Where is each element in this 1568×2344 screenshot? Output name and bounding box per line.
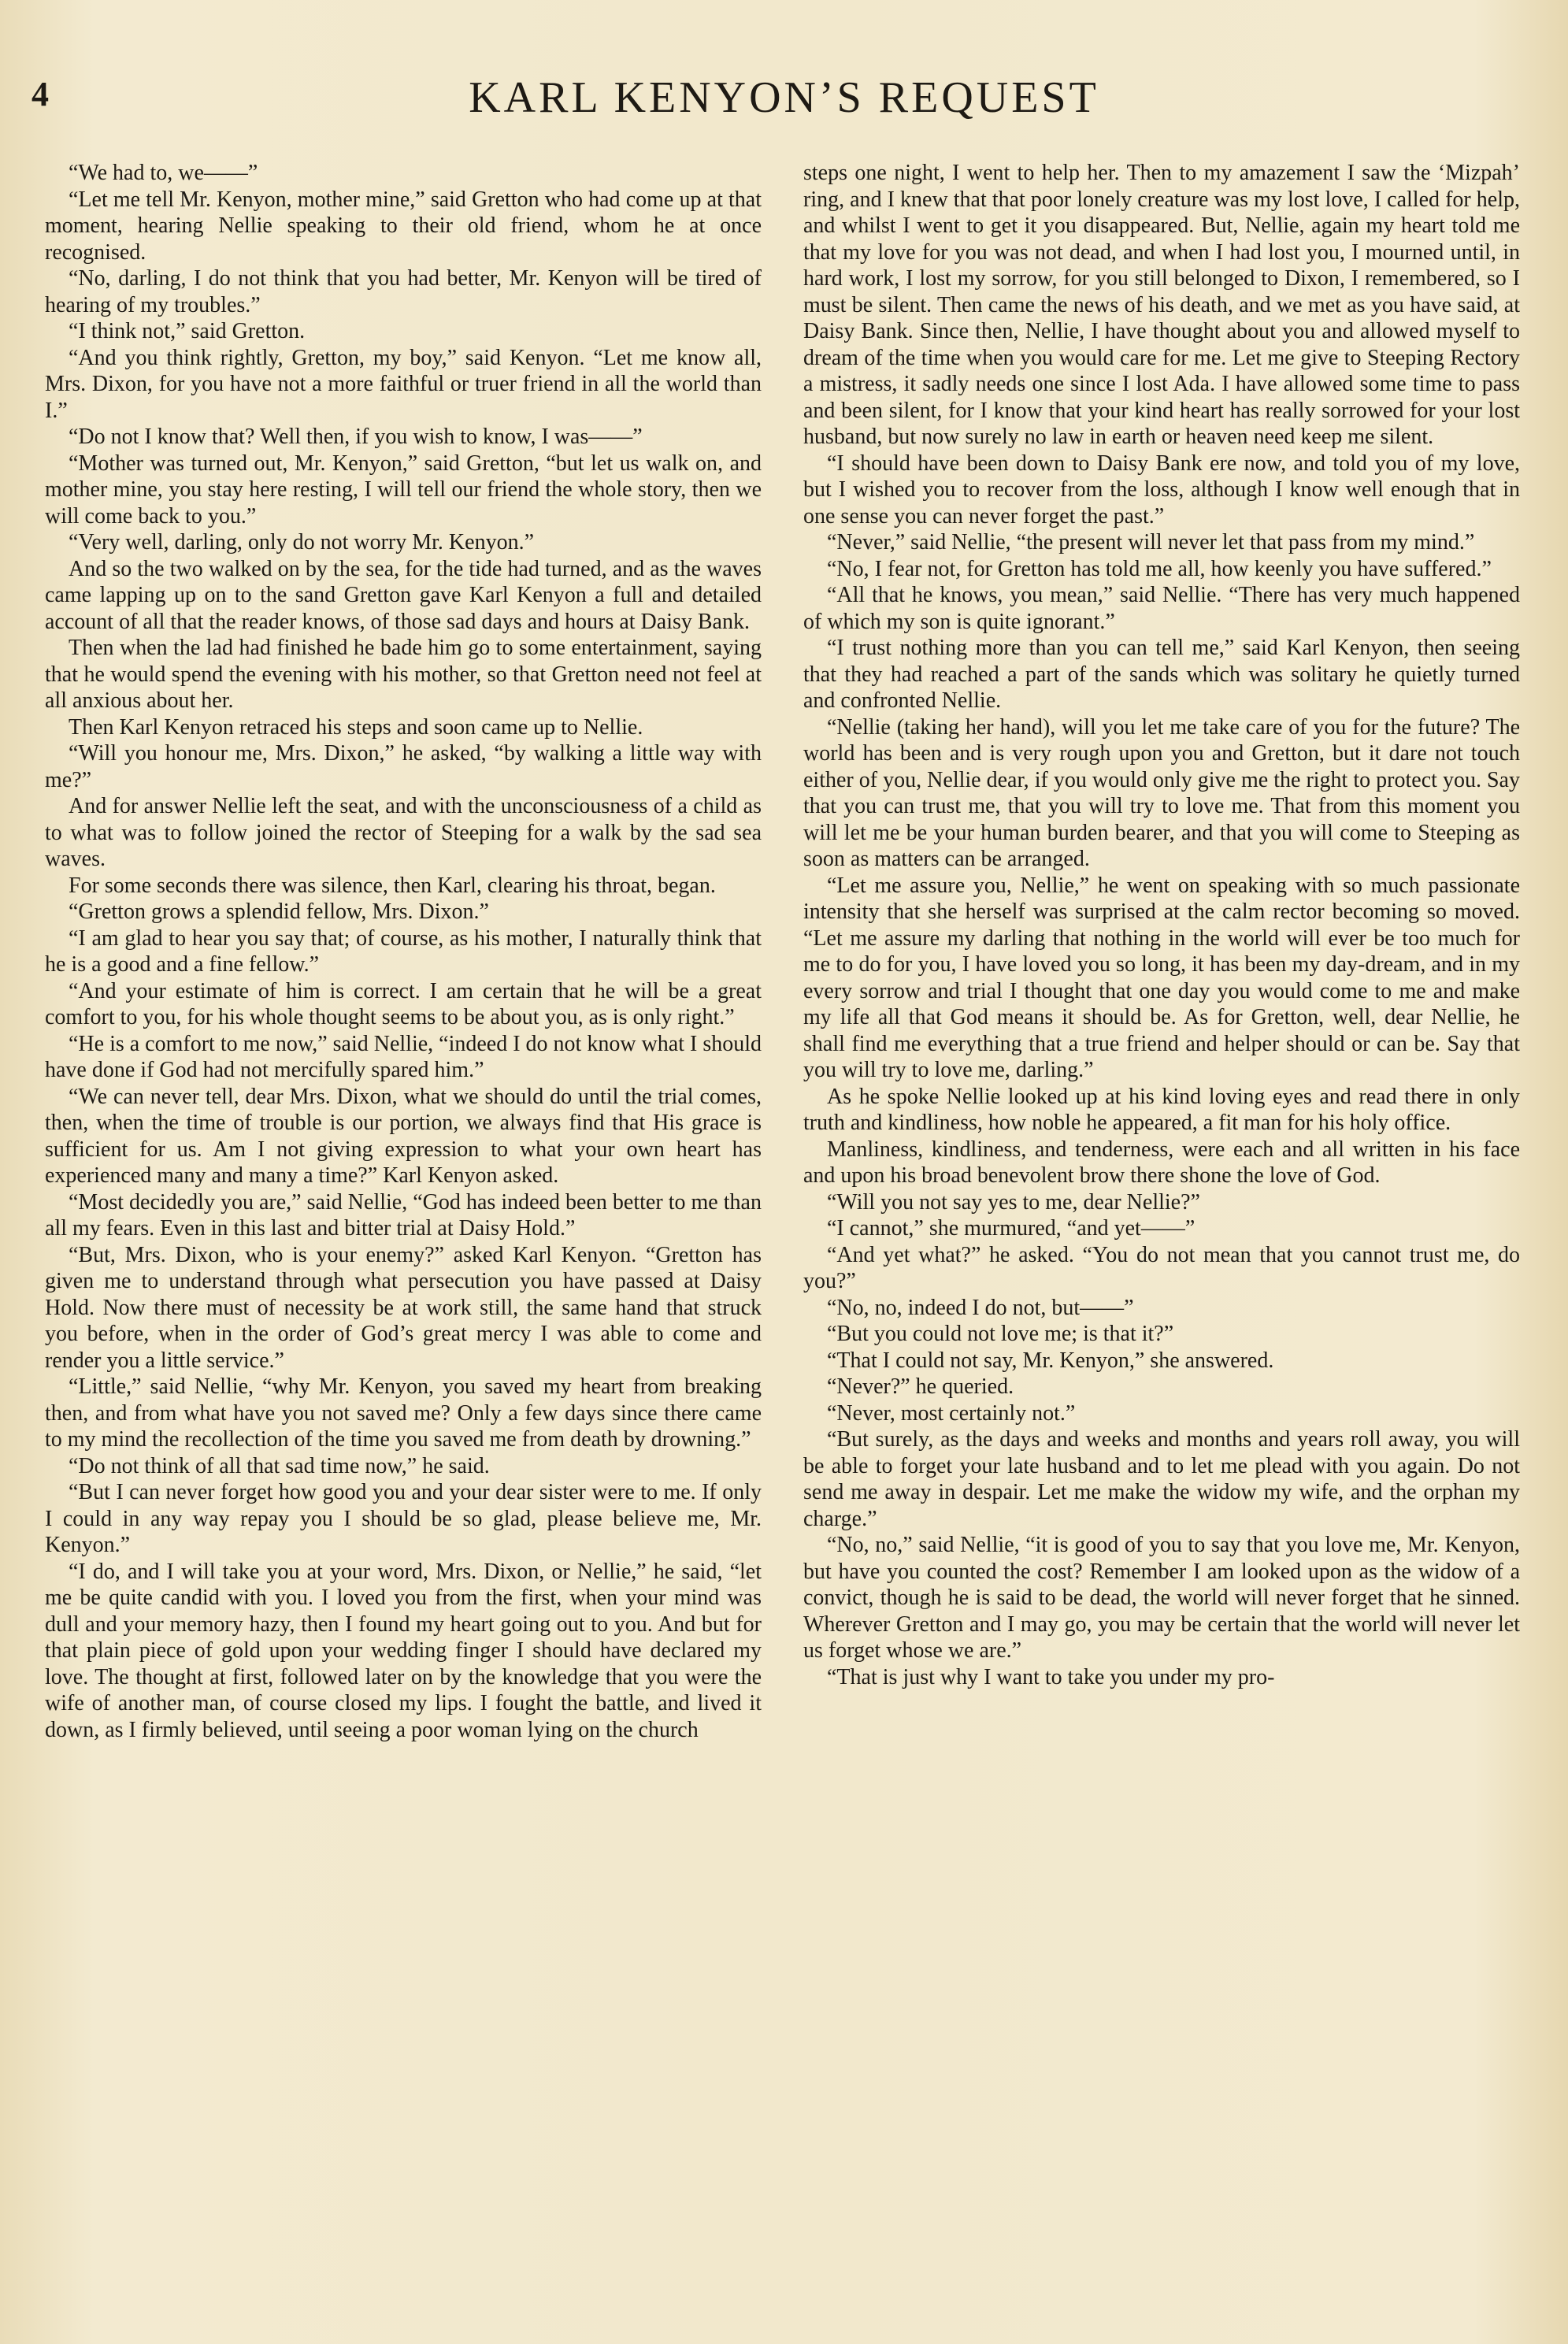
paragraph: “But surely, as the days and weeks and months and years roll away, you will be able to forget your late husband and to let me plead with you again. Do not send me away in despair. Let me make the widow my wife, and the orphan my charge.” <box>803 1427 1520 1531</box>
paragraph: “I am glad to hear you say that; of course, as his mother, I naturally think that he is a good and a fine fellow.” <box>45 925 762 977</box>
paragraph: “Gretton grows a splendid fellow, Mrs. Dixon.” <box>69 899 489 924</box>
paragraph: “And yet what?” he asked. “You do not mean that you cannot trust me, do you?” <box>803 1242 1520 1293</box>
paragraph: “Nellie (taking her hand), will you let me take care of you for the future? The world has been and is very rough upon you and Gretton, but it dare not touch either of you, Nellie dear, if you would only give me the right to protect you. Say that you can trust me, that you will try to love me. That from this moment you will let me be your human burden bearer, and that you will come to Steeping as soon as matters can be arranged. <box>803 714 1520 871</box>
paragraph: Then when the lad had finished he bade him go to some entertainment, saying that he would spend the evening with his mother, so that Gretton need not feel at all anxious about her. <box>45 636 762 713</box>
paragraph: “Do not think of all that sad time now,” he said. <box>69 1453 490 1478</box>
paragraph: “I cannot,” she murmured, “and yet——” <box>827 1216 1195 1241</box>
paragraph: Then Karl Kenyon retraced his steps and soon came up to Nellie. <box>69 714 643 740</box>
paragraph: “We can never tell, dear Mrs. Dixon, what we should do until the trial comes, then, when the time of trouble is our portion, we always find that His grace is sufficient for us. Am I not giving expression to what your own heart has experienced many and many a time?” Karl Kenyon asked. <box>45 1084 762 1188</box>
paragraph: “All that he knows, you mean,” said Nellie. “There has very much happened of which my son is quite ignorant.” <box>803 583 1520 634</box>
paragraph: “Let me tell Mr. Kenyon, mother mine,” said Gretton who had come up at that moment, hearing Nellie speaking to their old friend, whom he at once recognised. <box>45 187 762 265</box>
paragraph: “But I can never forget how good you and your dear sister were to me. If only I could in any way repay you I should be so glad, please believe me, Mr. Kenyon.” <box>45 1480 762 1557</box>
paragraph: “No, I fear not, for Gretton has told me all, how keenly you have suffered.” <box>827 556 1492 581</box>
paragraph: “No, no, indeed I do not, but——” <box>827 1295 1134 1320</box>
paragraph: “Little,” said Nellie, “why Mr. Kenyon, you saved my heart from breaking then, and from what have you not saved me? Only a few days since there came to my mind the recollection of the time you saved me from death by drowning.” <box>45 1374 762 1452</box>
paragraph: “And your estimate of him is correct. I am certain that he will be a great comfort to you, for his whole thought seems to be about you, as is only right.” <box>45 978 762 1029</box>
paragraph: “Never, most certainly not.” <box>827 1400 1076 1426</box>
paragraph: “But, Mrs. Dixon, who is your enemy?” asked Karl Kenyon. “Gretton has given me to understand through what persecution you have passed at Daisy Hold. Now there must of necessity be at work still, the same hand that struck you before, when in the order of God’s great mercy I was able to come and render you a little service.” <box>45 1242 762 1373</box>
paragraph-continued: steps one night, I went to help her. Then to my amazement I saw the ‘Mizpah’ ring, and I knew that that poor lonely creature was my lost love, I called for help, and whilst I went to get it you disappeared. But, Nellie, again my heart told me that my love for you was not dead, and when I had lost you, I mourned until, in hard work, I lost my sorrow, for you still belonged to Dixon, I remembered, so I must be silent. Then came the news of his death, and we met as you have said, at Daisy Bank. Since then, Nellie, I have thought about you and allowed myself to dream of the time when you would care for me. Let me give to Steeping Rectory a mistress, it sadly needs one since I lost Ada. I have allowed some time to pass and been silent, for I know that your kind heart has really sorrowed for your lost husband, but now surely no law in earth or heaven need keep me silent. <box>803 161 1520 449</box>
paragraph: “That I could not say, Mr. Kenyon,” she answered. <box>827 1348 1274 1373</box>
paragraph: “Will you not say yes to me, dear Nellie?” <box>827 1189 1200 1215</box>
paragraph: “But you could not love me; is that it?” <box>827 1322 1174 1346</box>
page-number: 4 <box>32 75 49 113</box>
paragraph: “Most decidedly you are,” said Nellie, “God has indeed been better to me than all my fears. Even in this last and bitter trial at Daisy Hold.” <box>45 1189 762 1241</box>
running-header: KARL KENYON’S REQUEST <box>469 73 1099 122</box>
paragraph: “No, no,” said Nellie, “it is good of you to say that you love me, Mr. Kenyon, but have you counted the cost? Remember I am looked upon as the widow of a convict, though he is said to be dead, the world will never forget that he sinned. Wherever Gretton and I may go, you may be certain that the world will never let us forget whose we are.” <box>803 1533 1520 1663</box>
paragraph: “Do not I know that? Well then, if you wish to know, I was——” <box>69 425 643 449</box>
paragraph: And so the two walked on by the sea, for the tide had turned, and as the waves came lapping up on to the sand Gretton gave Karl Kenyon a full and detailed account of all that the reader knows, of those sad days and hours at Daisy Bank. <box>45 556 762 634</box>
paragraph: “Never?” he queried. <box>827 1374 1014 1399</box>
paragraph: For some seconds there was silence, then Karl, clearing his throat, began. <box>69 873 716 898</box>
paragraph: “I should have been down to Daisy Bank ere now, and told you of my love, but I wished you to recover from the loss, although I know well enough that in one sense you can never forget the past.” <box>803 451 1520 529</box>
paragraph: Manliness, kindliness, and tenderness, were each and all written in his face and upon his broad benevolent brow there shone the love of God. <box>803 1137 1520 1188</box>
paragraph: “And you think rightly, Gretton, my boy,” said Kenyon. “Let me know all, Mrs. Dixon, for you have not a more faithful or truer friend in all the world than I.” <box>45 345 762 423</box>
paragraph: “No, darling, I do not think that you had better, Mr. Kenyon will be tired of hearing of my troubles.” <box>45 266 762 317</box>
paragraph: “I think not,” said Gretton. <box>69 319 306 343</box>
paragraph: “Never,” said Nellie, “the present will never let that pass from my mind.” <box>827 530 1475 554</box>
paragraph: “He is a comfort to me now,” said Nellie, “indeed I do not know what I should have done if God had not mercifully spared him.” <box>45 1031 762 1082</box>
paragraph: As he spoke Nellie looked up at his kind loving eyes and read there in only truth and kindliness, how noble he appeared, a fit man for his holy office. <box>803 1084 1520 1135</box>
paragraph: “I do, and I will take you at your word, Mrs. Dixon, or Nellie,” he said, “let me be quite candid with you. I loved you from the first, when your mind was dull and your memory hazy, then I found my heart going out to you. And but for that plain piece of gold upon your wedding finger I should have declared my love. The thought at first, followed later on by the knowledge that you were the wife of another man, of course closed my lips. I fought the battle, and lived it down, as I firmly believed, until seeing a poor woman lying on the church <box>45 1559 762 1742</box>
paragraph: “Mother was turned out, Mr. Kenyon,” said Gretton, “but let us walk on, and mother mine, you stay here resting, I will tell our friend the whole story, then we will come back to you.” <box>45 451 762 529</box>
right-column <box>803 160 1520 1690</box>
paragraph: “Let me assure you, Nellie,” he went on speaking with so much passionate intensity that she herself was surprised at the calm rector becoming so moved. “Let me assure my darling that nothing in the world will ever be too much for me to do for you, I have loved you so long, it has been my day-dream, and in my every sorrow and trial I thought that one day you would come to me and make my life all that God means it should be. As for Gretton, well, dear Nellie, he shall find me everything that a true friend and helper should or can be. Say that you will try to love me, darling.” <box>803 873 1520 1082</box>
paragraph: “I trust nothing more than you can tell me,” said Karl Kenyon, then seeing that they had reached a part of the sands which was solitary he quietly turned and confronted Nellie. <box>803 636 1520 713</box>
paragraph: And for answer Nellie left the seat, and with the unconsciousness of a child as to what was to follow joined the rector of Steeping for a walk by the sad sea waves. <box>45 794 762 871</box>
left-column <box>45 160 762 1743</box>
paragraph: “That is just why I want to take you under my pro- <box>827 1664 1275 1689</box>
paragraph: “We had to, we——” <box>69 161 258 185</box>
paragraph: “Very well, darling, only do not worry Mr. Kenyon.” <box>69 530 534 554</box>
paragraph: “Will you honour me, Mrs. Dixon,” he asked, “by walking a little way with me?” <box>45 741 762 792</box>
